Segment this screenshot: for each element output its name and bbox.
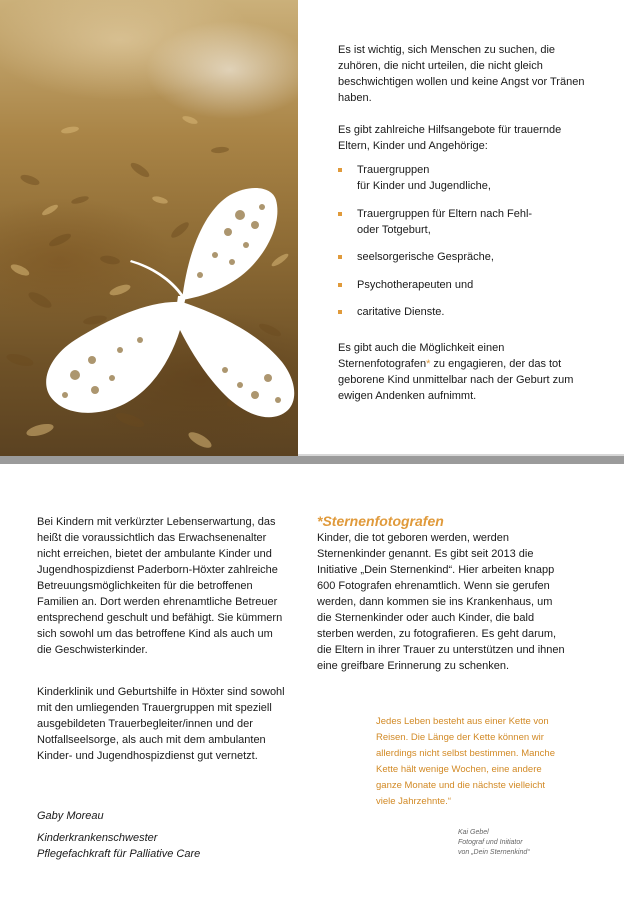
bullet-icon [338, 255, 342, 259]
offer-line: Psychotherapeuten und [357, 279, 474, 291]
sternen-post: zu engagieren, der das tot geborene Kind unmittelbar nach der Geburt zum ewigen Andenken aufnimmt. [338, 358, 574, 402]
sternenfotograf-note [338, 340, 588, 404]
signature-roles [37, 830, 297, 862]
quote-credit [458, 828, 578, 858]
offers-intro: Es gibt zahlreiche Hilfsangebote für trauernde Eltern, Kinder und Angehörige: [338, 124, 562, 152]
network-paragraph: Kinderklinik und Geburtshilfe in Höxter sind sowohl mit den umliegenden Trauergruppen mit speziell ausgebildeten Trauerbegleiter/innen und der Notfallseelsorge, als auch mit dem ambulanten Kinder- und Jugendhospizdienst gut vernetzt. [37, 686, 285, 762]
credit-org: von „Dein Sternenkind“ [458, 849, 530, 856]
sternenkind-paragraph: Kinder, die tot geboren werden, werden Sternenkinder genannt. Es gibt seit 2013 die Initiative „Dein Sternenkind“. Hier arbeiten knapp 600 Fotografen ehrenamtlich. Wenn sie gerufen werden, dann kommen sie ins Krankenhaus, um die Sternenkinder oder auch Kinder, die bald sterben werden, zu fotografieren. Es geht darum, die Eltern in ihrer Trauer zu unterstützen und ihnen eine greifbare Erinnerung zu schenken. [317, 532, 565, 672]
signature-role: Pflegefachkraft für Palliative Care [37, 848, 201, 860]
offer-line: Trauergruppen [357, 164, 430, 176]
intro-text: Es ist wichtig, sich Menschen zu suchen, die zuhören, die nicht urteilen, die nicht gleich beschwichtigen wollen und keine Angst vor Tränen haben. [338, 44, 585, 104]
bullet-icon [338, 212, 342, 216]
bullet-icon [338, 283, 342, 287]
quote-text: Jedes Leben besteht aus einer Kette von Reisen. Die Länge der Kette können wir allerdings nicht selbst bestimmen. Manche Kette hält wenige Wochen, eine andere ganze Monate und die nächste vielleicht viele Jahrzehnte.“ [376, 716, 556, 807]
bullet-icon [338, 168, 342, 172]
signature-role: Kinderkrankenschwester [37, 832, 158, 844]
offer-line: für Kinder und Jugendliche, [357, 180, 491, 192]
hospice-paragraph: Bei Kindern mit verkürzter Lebenserwartung, das heißt die voraussichtlich das Erwachsenenalter nicht erreichen, bietet der ambulante Kinder und Jugendhospizdienst Paderborn-Höxter zahlreiche Betreuungsmöglichkeiten für die betroffenen Familien an. Dort werden ehrenamtliche Betreuer entsprechend geschult und befähigt. Sie kümmern sich sowohl um das betroffene Kind als auch um die Geschwisterkinder. [37, 516, 283, 656]
credit-name: Kai Gebel [458, 829, 489, 836]
section-divider [0, 456, 624, 464]
autumn-leaves-photo [0, 0, 298, 456]
offer-line: seelsorgerische Gespräche, [357, 251, 494, 263]
offer-line: oder Totgeburt, [357, 224, 431, 236]
offer-line: Trauergruppen für Eltern nach Fehl- [357, 208, 533, 220]
sternen-pre: Es gibt auch die Möglichkeit einen Sternenfotografen [338, 342, 505, 370]
asterisk-mark: * [426, 358, 431, 370]
credit-role: Fotograf und Initiator [458, 839, 523, 846]
section-heading: *Sternenfotografen [317, 513, 444, 529]
signature-name: Gaby Moreau [37, 810, 104, 822]
bullet-icon [338, 310, 342, 314]
butterfly-icon [0, 0, 298, 456]
offer-line: caritative Dienste. [357, 306, 445, 318]
